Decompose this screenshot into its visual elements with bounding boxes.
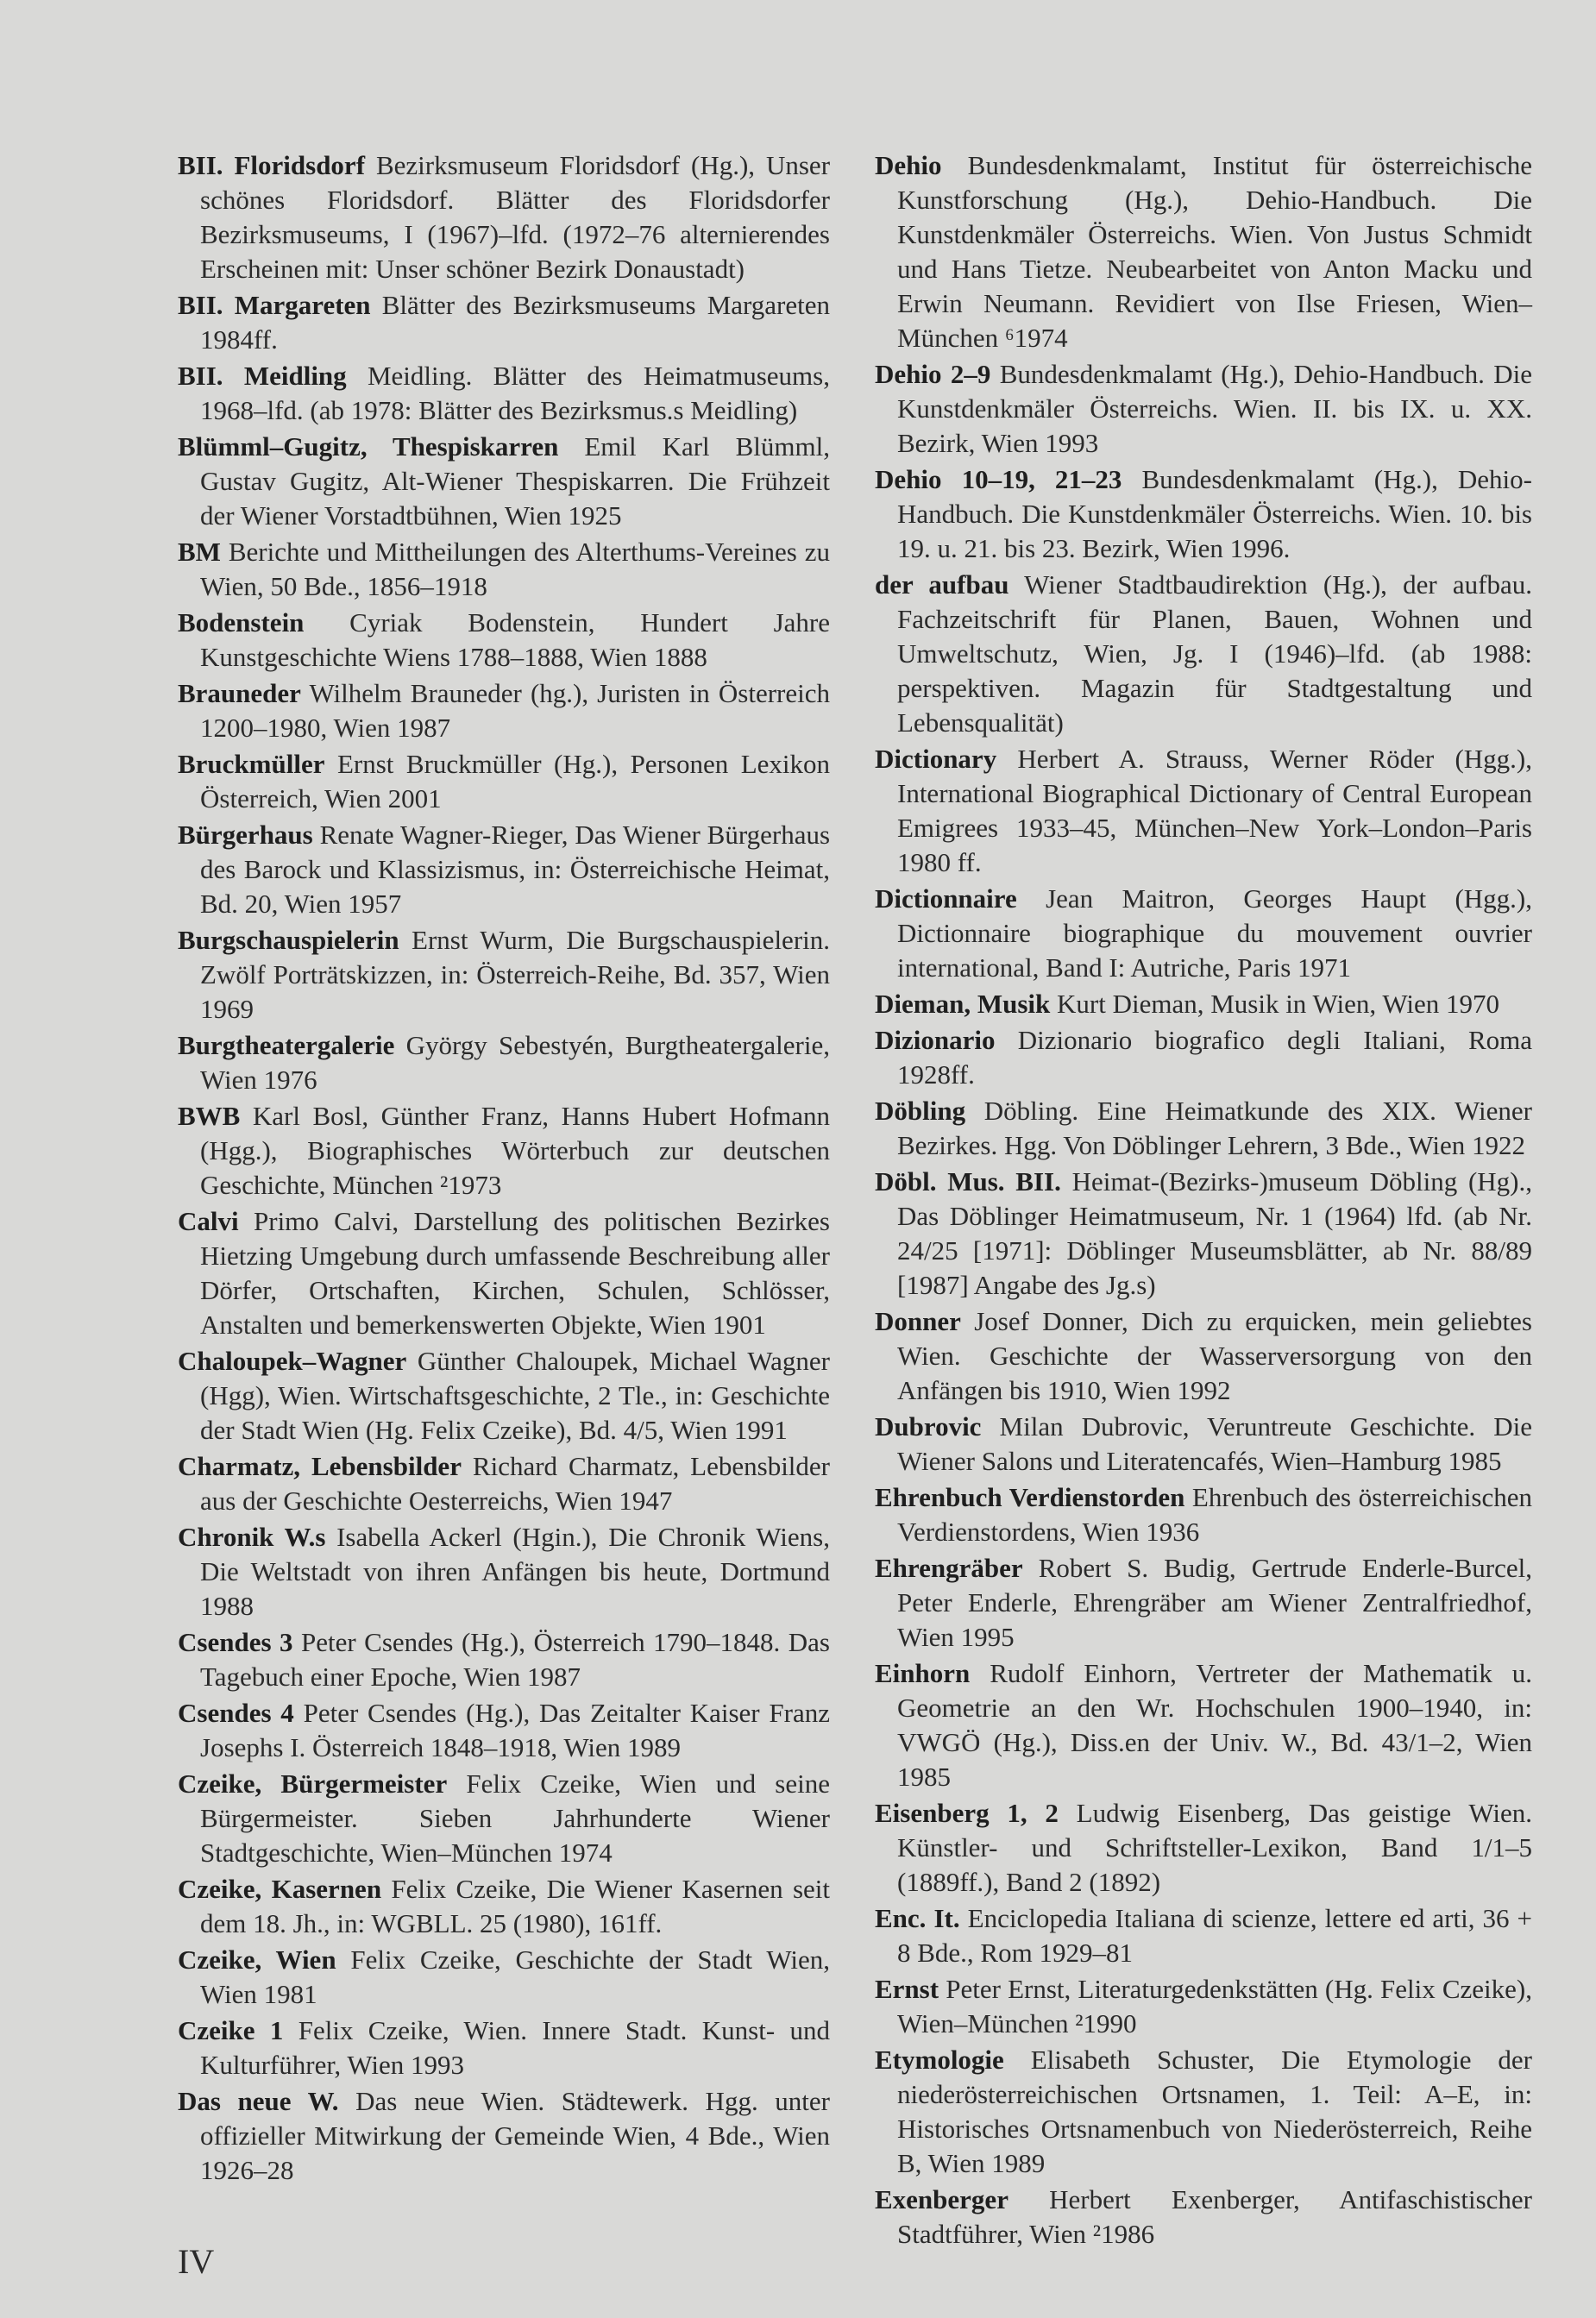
entry-citation: Bundesdenkmalamt (Hg.), Dehio-Handbuch. Die Kunstdenkmäler Österreichs. Wien. 10. bis 19. u. 21. bis 23. Bezirk, Wien 1996. [897,464,1532,563]
bibliography-entry [178,1943,830,2012]
entry-citation: Dizionario biografico degli Italiani, Roma 1928ff. [897,1025,1533,1090]
entry-citation: Felix Czeike, Geschichte der Stadt Wien, Wien 1981 [200,1944,830,2009]
bibliography-entry [875,987,1532,1021]
entry-abbreviation: BII. Meidling [178,361,347,391]
entry-abbreviation: BWB [178,1101,241,1131]
entry-abbreviation: Chaloupek–Wagner [178,1346,407,1376]
entry-citation: Isabella Ackerl (Hgin.), Die Chronik Wiens, Die Weltstadt von ihren Anfängen bis heute, Dortmund 1988 [200,1522,830,1621]
entry-abbreviation: Bodenstein [178,607,305,638]
entry-abbreviation: Eisenberg 1, 2 [875,1798,1059,1828]
bibliography-entry [875,148,1532,355]
entry-abbreviation: Blümml–Gugitz, Thespiskarren [178,431,559,462]
entry-citation: Kurt Dieman, Musik in Wien, Wien 1970 [1057,989,1499,1019]
entry-abbreviation: Csendes 4 [178,1698,294,1728]
entry-abbreviation: Chronik W.s [178,1522,326,1552]
bibliography-entry [875,1165,1532,1303]
bibliography-entry [178,359,830,428]
entry-citation: Cyriak Bodenstein, Hundert Jahre Kunstgeschichte Wiens 1788–1888, Wien 1888 [200,607,830,672]
entry-abbreviation: Exenberger [875,2184,1008,2214]
entry-citation: Peter Csendes (Hg.), Das Zeitalter Kaiser Franz Josephs I. Österreich 1848–1918, Wien 1989 [200,1698,830,1762]
entry-citation: Milan Dubrovic, Veruntreute Geschichte. Die Wiener Salons und Literatencafés, Wien–Hamburg 1985 [897,1411,1532,1476]
entry-abbreviation: Charmatz, Lebensbilder [178,1451,462,1481]
entry-citation: Rudolf Einhorn, Vertreter der Mathematik u. Geometrie an den Wr. Hochschulen 1900–1940, in: VWGÖ (Hg.), Diss.en der Univ. W., Bd. 43/1–2, Wien 1985 [897,1658,1532,1792]
entry-abbreviation: Czeike, Bürgermeister [178,1768,448,1799]
entry-abbreviation: Dubrovic [875,1411,982,1442]
entry-citation: Felix Czeike, Wien. Innere Stadt. Kunst- und Kulturführer, Wien 1993 [200,2015,830,2080]
bibliography-entry [178,1449,830,1518]
bibliography-entry [875,2183,1532,2252]
entry-citation: Felix Czeike, Die Wiener Kasernen seit dem 18. Jh., in: WGBLL. 25 (1980), 161ff. [200,1874,830,1938]
entry-abbreviation: Burgschauspielerin [178,925,399,955]
entry-citation: Günther Chaloupek, Michael Wagner (Hgg), Wien. Wirtschaftsgeschichte, 2 Tle., in: Geschichte der Stadt Wien (Hg. Felix Czeike), Bd. 4/5, Wien 1991 [200,1346,830,1445]
entry-abbreviation: Ehrenbuch Verdienstorden [875,1482,1185,1512]
entry-citation: Richard Charmatz, Lebensbilder aus der Geschichte Oesterreichs, Wien 1947 [200,1451,831,1516]
entry-abbreviation: Bruckmüller [178,749,325,779]
entry-citation: Enciclopedia Italiana di scienze, lettere ed arti, 36 + 8 Bde., Rom 1929–81 [897,1903,1532,1968]
bibliography-entry [875,1410,1532,1479]
bibliography-entry [875,1796,1532,1900]
entry-citation: Bezirksmuseum Floridsdorf (Hg.), Unser schönes Floridsdorf. Blätter des Floridsdorfer Bezirksmuseums, I (1967)–lfd. (1972–76 alternierendes Erscheinen mit: Unser schöner Bezirk Donaustadt) [200,150,831,284]
entry-abbreviation: Dehio 2–9 [875,359,991,389]
bibliography-entry [178,535,830,604]
bibliography-entry [178,606,830,675]
entry-abbreviation: Dehio [875,150,942,180]
entry-abbreviation: Calvi [178,1206,239,1236]
entry-citation: Döbling. Eine Heimatkunde des XIX. Wiener Bezirkes. Hgg. Von Döblinger Lehrern, 3 Bde., Wien 1922 [897,1096,1532,1160]
entry-citation: Josef Donner, Dich zu erquicken, mein geliebtes Wien. Geschichte der Wasserversorgung von den Anfängen bis 1910, Wien 1992 [897,1306,1532,1405]
bibliography-entry [178,1028,830,1097]
entry-citation: Wiener Stadtbaudirektion (Hg.), der aufbau. Fachzeitschrift für Planen, Bauen, Wohnen und Umweltschutz, Wien, Jg. I (1946)–lfd. (ab 1988: perspektiven. Magazin für Stadtgestaltung und Lebensqualität) [897,569,1532,738]
entry-abbreviation: Etymologie [875,2045,1004,2075]
bibliography-entry [178,430,830,533]
entry-citation: Meidling. Blätter des Heimatmuseums, 1968–lfd. (ab 1978: Blätter des Bezirksmus.s Meidling) [200,361,830,425]
entry-citation: Heimat-(Bezirks-)museum Döbling (Hg)., Das Döblinger Heimatmuseum, Nr. 1 (1964) lfd. (ab Nr. 24/25 [1971]: Döblinger Museumsblätter, ab Nr. 88/89 [1987] Angabe des Jg.s) [897,1166,1533,1300]
entry-abbreviation: Brauneder [178,678,301,708]
entry-abbreviation: Donner [875,1306,961,1336]
entry-citation: Elisabeth Schuster, Die Etymologie der niederösterreichischen Ortsnamen, 1. Teil: A–E, in: Historisches Ortsnamenbuch von Niederösterreich, Reihe B, Wien 1989 [897,2045,1532,2178]
entry-citation: Primo Calvi, Darstellung des politischen Bezirkes Hietzing Umgebung durch umfassende Beschreibung aller Dörfer, Ortschaften, Kirchen, Schulen, Schlösser, Anstalten und bemerkenswerten Objekte, Wien 1901 [200,1206,830,1340]
entry-abbreviation: BII. Margareten [178,290,371,320]
bibliography-entry [875,568,1532,740]
bibliography-entry [178,1099,830,1203]
bibliography-entry [875,1023,1532,1092]
bibliography-entry [875,1972,1532,2041]
entry-abbreviation: Csendes 3 [178,1627,293,1657]
bibliography-entry [875,742,1532,880]
entry-abbreviation: Dehio 10–19, 21–23 [875,464,1122,494]
bibliography-entry [178,1872,830,1941]
entry-abbreviation: Ernst [875,1974,939,2004]
entry-citation: Emil Karl Blümml, Gustav Gugitz, Alt-Wiener Thespiskarren. Die Frühzeit der Wiener Vorstadtbühnen, Wien 1925 [200,431,830,531]
bibliography-entry [875,1304,1532,1408]
entry-abbreviation: BM [178,537,221,567]
bibliography-entry [178,923,830,1027]
bibliography-entry [178,288,830,357]
entry-citation: György Sebestyén, Burgtheatergalerie, Wien 1976 [200,1030,830,1095]
bibliography-entry [875,2043,1532,2181]
entry-citation: Ernst Bruckmüller (Hg.), Personen Lexikon Österreich, Wien 2001 [200,749,831,813]
bibliography-entry [178,1204,830,1342]
entry-citation: Herbert A. Strauss, Werner Röder (Hgg.), International Biographical Dictionary of Central European Emigrees 1933–45, München–New York–London–Paris 1980 ff. [897,744,1532,877]
entry-abbreviation: Burgtheatergalerie [178,1030,395,1060]
bibliography-entry [178,1344,830,1448]
entry-citation: Ehrenbuch des österreichischen Verdienstordens, Wien 1936 [897,1482,1533,1547]
bibliography-entry [875,1551,1532,1655]
entry-citation: Jean Maitron, Georges Haupt (Hgg.), Dictionnaire biographique du mouvement ouvrier international, Band I: Autriche, Paris 1971 [897,883,1533,983]
bibliography-entry [178,818,830,921]
bibliography-entry [178,1696,830,1765]
bibliography-entry [178,676,830,745]
bibliography-entry [178,2084,830,2188]
entry-citation: Bundesdenkmalamt, Institut für österreichische Kunstforschung (Hg.), Dehio-Handbuch. Die Kunstdenkmäler Österreichs. Wien. Von Justus Schmidt und Hans Tietze. Neubearbeitet von Anton Macku und Erwin Neumann. Revidiert von Ilse Friesen, Wien–München ⁶1974 [897,150,1532,353]
bibliography-entry [178,747,830,816]
entry-abbreviation: Dizionario [875,1025,996,1055]
bibliography-entry [178,1520,830,1624]
bibliography-entry [875,1901,1532,1970]
entry-citation: Berichte und Mittheilungen des Alterthums-Vereines zu Wien, 50 Bde., 1856–1918 [200,537,831,601]
entry-abbreviation: BII. Floridsdorf [178,150,366,180]
entry-abbreviation: Enc. It. [875,1903,960,1933]
bibliography-entry [875,882,1532,985]
entry-abbreviation: Das neue W. [178,2086,339,2116]
bibliography-entry [178,148,830,286]
bibliography-entry [178,1625,830,1694]
bibliography-entry [875,462,1532,566]
entry-citation: Renate Wagner-Rieger, Das Wiener Bürgerhaus des Barock und Klassizismus, in: Österreichische Heimat, Bd. 20, Wien 1957 [200,820,831,919]
entry-abbreviation: Czeike, Wien [178,1944,336,1975]
entry-citation: Das neue Wien. Städtewerk. Hgg. unter offizieller Mitwirkung der Gemeinde Wien, 4 Bde., Wien 1926–28 [200,2086,830,2185]
left-column [178,148,830,2189]
entry-abbreviation: Dieman, Musik [875,989,1051,1019]
entry-citation: Ernst Wurm, Die Burgschauspielerin. Zwölf Porträtskizzen, in: Österreich-Reihe, Bd. 357, Wien 1969 [200,925,831,1024]
entry-abbreviation: Dictionary [875,744,997,774]
entry-citation: Ludwig Eisenberg, Das geistige Wien. Künstler- und Schriftsteller-Lexikon, Band 1/1–5 (1889ff.), Band 2 (1892) [897,1798,1532,1897]
entry-abbreviation: Bürgerhaus [178,820,313,850]
bibliography-entry [875,1094,1532,1163]
entry-abbreviation: Döbling [875,1096,966,1126]
page-number: IV [178,2242,215,2281]
entry-abbreviation: Dictionnaire [875,883,1017,914]
bibliography-entry [875,1656,1532,1794]
entry-citation: Wilhelm Brauneder (hg.), Juristen in Österreich 1200–1980, Wien 1987 [200,678,830,743]
entry-abbreviation: Einhorn [875,1658,971,1688]
entry-citation: Robert S. Budig, Gertrude Enderle-Burcel, Peter Enderle, Ehrengräber am Wiener Zentralfriedhof, Wien 1995 [897,1553,1533,1652]
entry-citation: Peter Csendes (Hg.), Österreich 1790–1848. Das Tagebuch einer Epoche, Wien 1987 [200,1627,830,1692]
right-column [875,148,1532,2253]
entry-citation: Blätter des Bezirksmuseums Margareten 1984ff. [200,290,830,355]
bibliography-entry [178,1767,830,1870]
entry-abbreviation: Ehrengräber [875,1553,1023,1583]
bibliography-entry [875,1480,1532,1549]
entry-citation: Felix Czeike, Wien und seine Bürgermeister. Sieben Jahrhunderte Wiener Stadtgeschichte, Wien–München 1974 [200,1768,830,1868]
entry-abbreviation: Czeike 1 [178,2015,284,2045]
entry-abbreviation: Döbl. Mus. BII. [875,1166,1061,1197]
entry-abbreviation: der aufbau [875,569,1009,600]
entry-citation: Herbert Exenberger, Antifaschistischer Stadtführer, Wien ²1986 [897,2184,1533,2249]
entry-citation: Bundesdenkmalamt (Hg.), Dehio-Handbuch. Die Kunstdenkmäler Österreichs. Wien. II. bis IX. u. XX. Bezirk, Wien 1993 [897,359,1533,458]
entry-citation: Karl Bosl, Günther Franz, Hanns Hubert Hofmann (Hgg.), Biographisches Wörterbuch zur deutschen Geschichte, München ²1973 [200,1101,831,1200]
bibliography-entry [178,2013,830,2082]
entry-citation: Peter Ernst, Literaturgedenkstätten (Hg. Felix Czeike), Wien–München ²1990 [897,1974,1533,2038]
bibliography-entry [875,357,1532,461]
entry-abbreviation: Czeike, Kasernen [178,1874,382,1904]
